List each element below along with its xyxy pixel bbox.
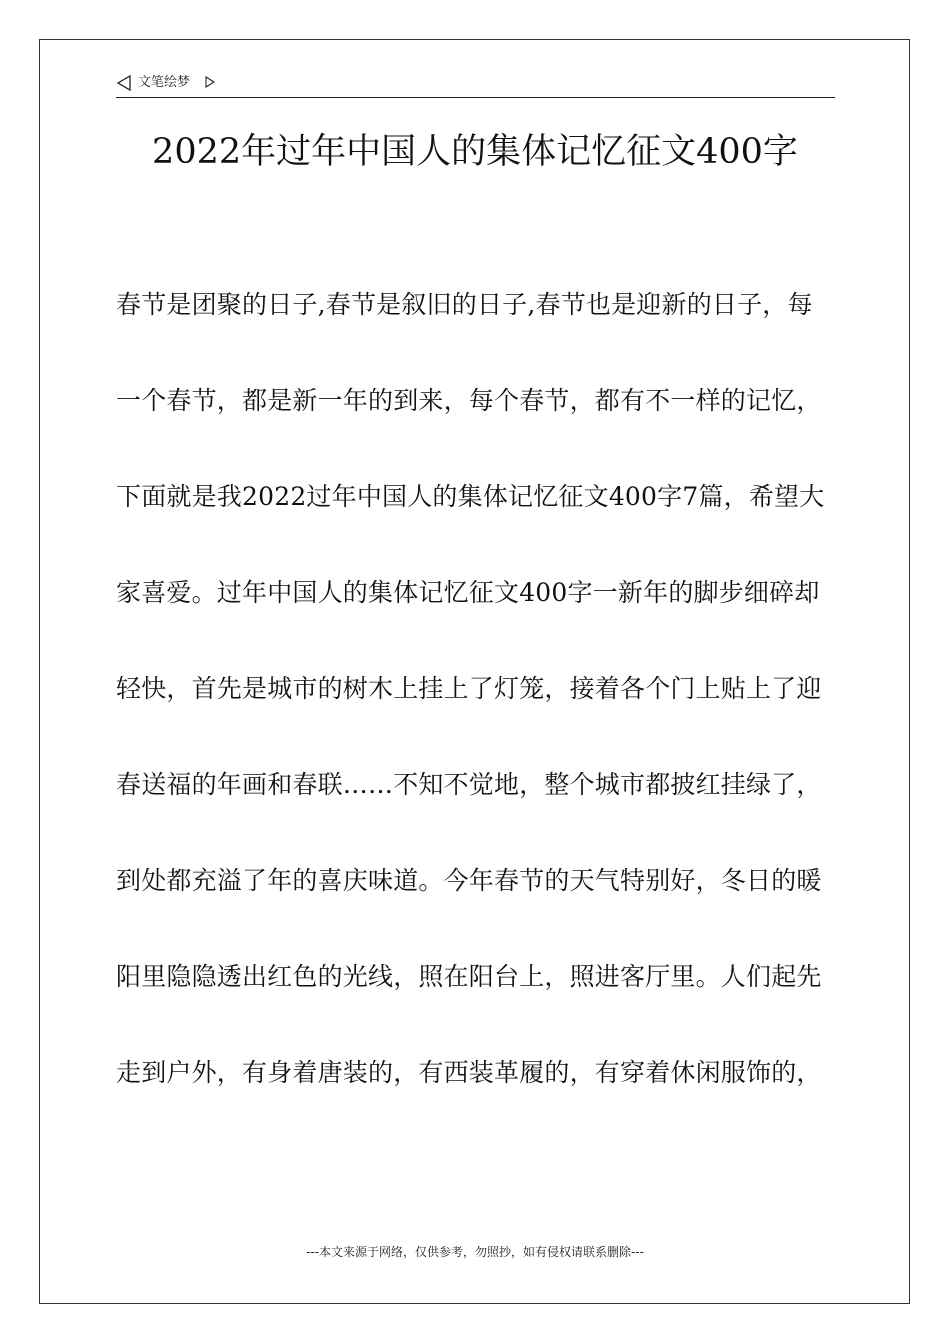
body-line: 春节是团聚的日子,春节是叙旧的日子,春节也是迎新的日子，每 [116, 290, 813, 319]
header-brand: 文笔绘梦 [138, 75, 191, 90]
body-line: 一个春节，都是新一年的到来，每个春节，都有不一样的记忆， [116, 386, 822, 415]
document-body [116, 257, 835, 1121]
page-header [116, 72, 835, 98]
left-triangle-outline-icon [116, 75, 132, 91]
body-line: 下面就是我2022过年中国人的集体记忆征文400字7篇，希望大 [116, 482, 825, 511]
body-line: 到处都充溢了年的喜庆味道。今年春节的天气特别好，冬日的暖 [116, 866, 822, 895]
body-line: 家喜爱。过年中国人的集体记忆征文400字一新年的脚步细碎却 [116, 578, 820, 607]
body-line: 走到户外，有身着唐装的，有西装革履的，有穿着休闲服饰的， [116, 1058, 822, 1087]
right-triangle-outline-icon [204, 76, 216, 88]
body-line: 阳里隐隐透出红色的光线，照在阳台上，照进客厅里。人们起先 [116, 962, 822, 991]
body-line: 轻快，首先是城市的树木上挂上了灯笼，接着各个门上贴上了迎 [116, 674, 822, 703]
document-title: 2022年过年中国人的集体记忆征文400字 [152, 132, 798, 172]
body-line: 春送福的年画和春联……不知不觉地，整个城市都披红挂绿了， [116, 770, 822, 799]
page-footer: ---本文来源于网络，仅供参考，勿照抄，如有侵权请联系删除--- [306, 1245, 644, 1259]
